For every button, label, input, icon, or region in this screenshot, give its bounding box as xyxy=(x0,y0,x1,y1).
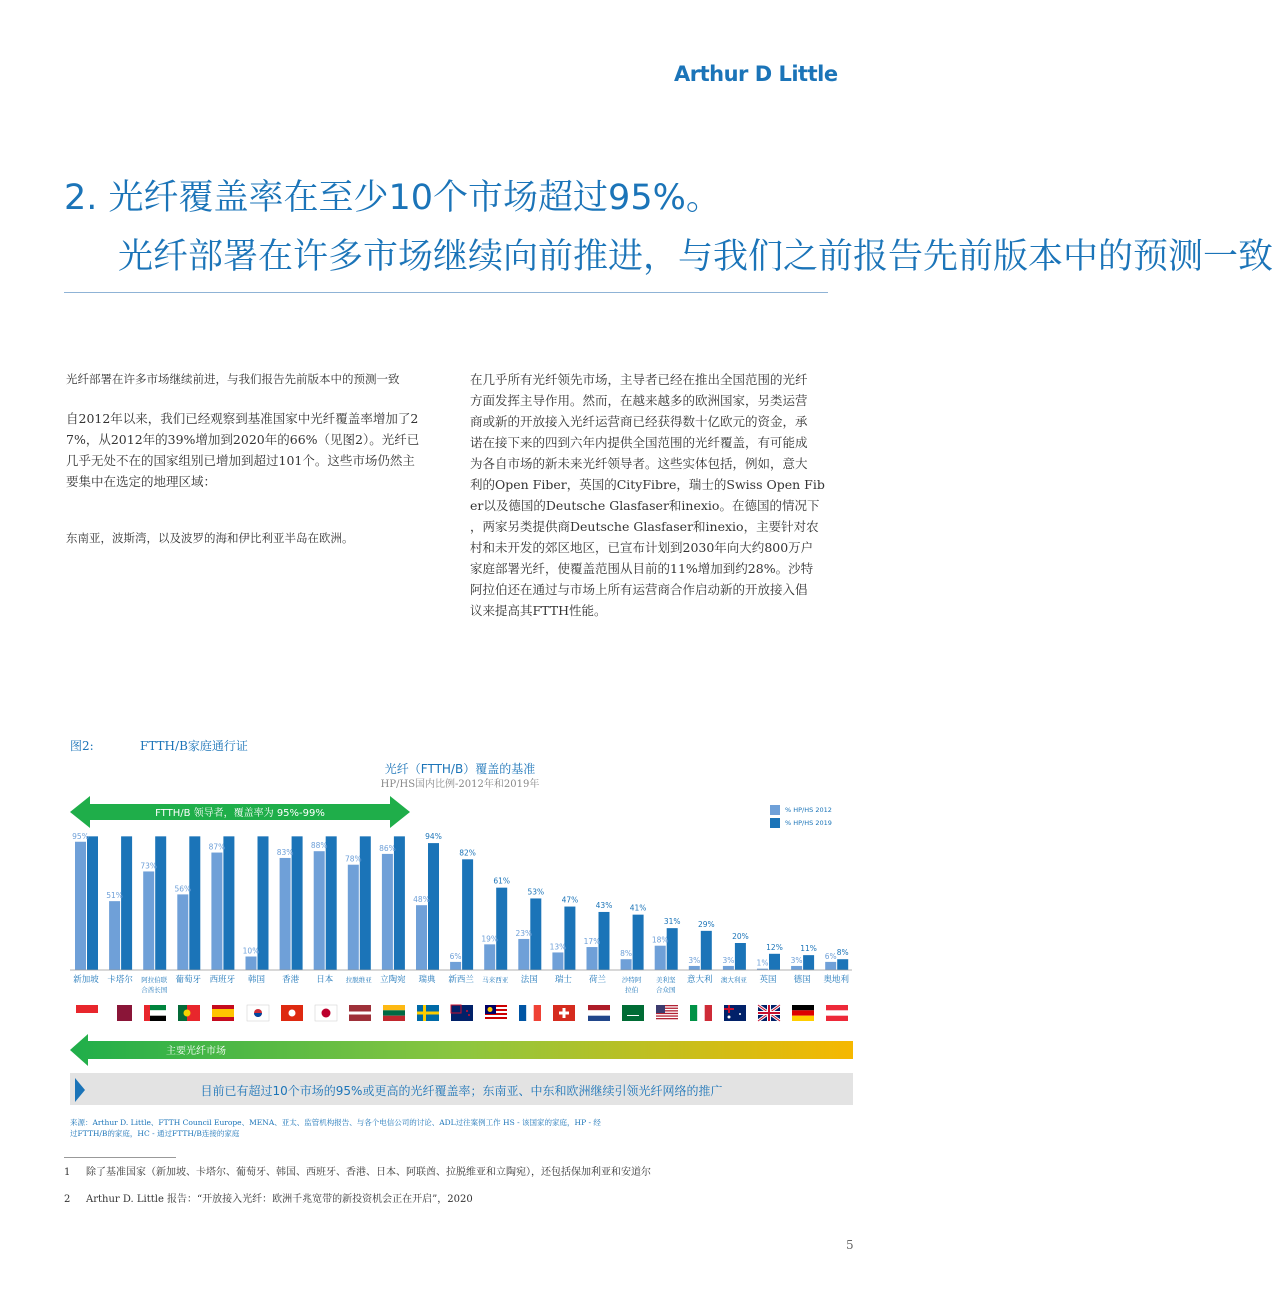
x-tick-label: 阿拉伯联 xyxy=(141,976,168,984)
netherlands-flag xyxy=(588,1005,610,1021)
bar-label-2012: 3% xyxy=(790,955,803,965)
right-line: ，两家另类提供商Deutsche Glasfaser和inexio，主要针对农 xyxy=(470,519,819,534)
bar-label-2019: 82% xyxy=(459,848,476,858)
bar-2012 xyxy=(689,966,700,970)
austria-flag xyxy=(826,1005,848,1021)
bar-label-2012: 10% xyxy=(242,946,260,956)
germany-flag xyxy=(792,1005,814,1021)
bar-2012 xyxy=(518,939,529,970)
footnote-2 xyxy=(64,1190,473,1205)
bar-label-2019: 47% xyxy=(561,895,579,905)
legend-2012: % HP/HS 2012 xyxy=(785,806,832,814)
bar-label-2012: 88% xyxy=(310,841,328,851)
bar-2019 xyxy=(155,836,166,970)
bar-2019 xyxy=(701,931,712,970)
spain-flag xyxy=(212,1005,234,1021)
bar-2012 xyxy=(348,865,359,970)
bar-2012 xyxy=(109,901,120,970)
korea-flag xyxy=(247,1005,269,1021)
x-tick-label: 奥地利 xyxy=(823,975,849,985)
x-tick-label: 美利坚 xyxy=(655,976,676,984)
x-tick-label: 合酋长国 xyxy=(141,986,168,994)
singapore-flag xyxy=(76,1005,98,1021)
chart-subtitle: HP/HS国内比例-2012年和2019年 xyxy=(380,779,540,790)
bar-2012 xyxy=(791,966,802,970)
japan-flag xyxy=(315,1005,337,1021)
page-title: 2. 光纤覆盖率在至少10个市场超过95%。 xyxy=(64,178,721,218)
bar-label-2012: 48% xyxy=(413,895,430,905)
bar-label-2012: 51% xyxy=(106,891,123,901)
right-line: 村和未开发的郊区地区，已宣布计划到2030年向大约800万户 xyxy=(470,540,814,555)
bar-2012 xyxy=(450,962,461,970)
right-paragraph xyxy=(470,369,850,621)
bar-label-2012: 8% xyxy=(620,949,633,959)
right-line: 诺在接下来的四到六年内提供全国范围的光纤覆盖，有可能成 xyxy=(470,435,808,450)
malaysia-flag xyxy=(485,1005,507,1021)
switzerland-flag xyxy=(553,1005,575,1021)
left-regions: 东南亚，波斯湾，以及波罗的海和伊比利亚半岛在欧洲。 xyxy=(66,531,354,545)
bar-2019 xyxy=(769,954,780,970)
right-line: 利的Open Fiber，英国的CityFibre，瑞士的Swiss Open Fib xyxy=(470,477,825,492)
uk-flag xyxy=(758,1005,780,1021)
x-tick-label: 沙特阿 xyxy=(621,976,642,984)
bar-label-2012: 23% xyxy=(515,928,533,938)
bar-2019 xyxy=(394,836,405,970)
bar-2012 xyxy=(75,842,86,970)
left-line: 7%，从2012年的39%增加到2020年的66%（见图2）。光纤已 xyxy=(66,432,420,447)
right-line: 方面发挥主导作用。然而，在越来越多的欧洲国家，另类运营 xyxy=(470,393,808,408)
bar-2019 xyxy=(87,836,98,970)
bar-2019 xyxy=(564,907,575,970)
page-number: 5 xyxy=(846,1238,854,1252)
footnote-text: Arthur D. Little 报告：“开放接入光纤：欧洲千兆宽带的新投资机会正在开启”，2020 xyxy=(86,1194,473,1205)
x-tick-label: 法国 xyxy=(520,975,538,985)
bar-label-2012: 6% xyxy=(824,951,837,961)
bar-2012 xyxy=(280,858,291,970)
main-market-label: 主要光纤市场 xyxy=(166,1046,226,1057)
bar-label-2019: 43% xyxy=(595,900,613,910)
bar-2012 xyxy=(723,966,734,970)
bar-label-2012: 83% xyxy=(276,847,294,857)
bar-label-2019: 53% xyxy=(527,887,545,897)
x-tick-label: 西班牙 xyxy=(209,975,236,985)
lithuania-flag xyxy=(383,1005,405,1021)
bar-label-2019: 20% xyxy=(732,932,749,941)
right-line: er以及德国的Deutsche Glasfaser和inexio。在德国的情况下 xyxy=(470,498,820,513)
france-flag xyxy=(519,1005,541,1021)
source-line: 过FTTH/B的家庭，HC - 通过FTTH/B连接的家庭 xyxy=(70,1129,240,1138)
bar-2012 xyxy=(587,947,598,970)
footnote-1 xyxy=(64,1163,651,1178)
bar-label-2012: 87% xyxy=(208,842,226,852)
main-market-arrow xyxy=(0,1032,920,1072)
page-subtitle: 光纤部署在许多市场继续向前推进，与我们之前报告先前版本中的预测一致 xyxy=(118,237,1273,277)
bar-label-2012: 73% xyxy=(140,861,158,871)
saudi-flag xyxy=(622,1005,644,1021)
left-line: 几乎无处不在的国家组别已增加到超过101个。这些市场仍然主 xyxy=(66,453,415,468)
x-tick-label: 新西兰 xyxy=(448,975,474,985)
x-tick-label: 拉伯 xyxy=(625,986,639,994)
bar-label-2012: 56% xyxy=(174,884,192,894)
bar-2019 xyxy=(496,888,507,970)
x-tick-label: 瑞士 xyxy=(554,975,572,985)
bar-2012 xyxy=(825,962,836,970)
bar-label-2012: 3% xyxy=(722,955,735,965)
bar-label-2019: 61% xyxy=(493,876,511,886)
bar-2012 xyxy=(655,946,666,970)
bar-2012 xyxy=(211,853,222,970)
bar-2012 xyxy=(484,944,495,970)
bar-label-2012: 6% xyxy=(449,951,462,961)
bar-2019 xyxy=(667,928,678,970)
right-line: 商或新的开放接入光纤运营商已经获得数十亿欧元的资金，承 xyxy=(470,414,808,429)
source-note xyxy=(70,1117,630,1139)
footnote-text: 除了基准国家（新加坡、卡塔尔、葡萄牙、韩国、西班牙、香港、日本、阿联酋、拉脱维亚和立陶宛），还包括保加利亚和安道尔 xyxy=(86,1167,651,1178)
bar-label-2019: 41% xyxy=(629,903,647,913)
bar-2012 xyxy=(621,959,632,970)
footnote-number: 1 xyxy=(64,1167,71,1178)
bar-2019 xyxy=(121,836,132,970)
x-tick-label: 新加坡 xyxy=(73,975,99,985)
right-line: 阿拉伯还在通过与市场上所有运营商合作启动新的开放接入倡 xyxy=(470,582,808,597)
x-tick-label: 卡塔尔 xyxy=(107,975,133,985)
bar-label-2019: 8% xyxy=(836,948,849,958)
sweden-flag xyxy=(417,1005,439,1021)
bar-label-2012: 86% xyxy=(379,843,396,853)
latvia-flag xyxy=(349,1005,371,1021)
left-line: 自2012年以来，我们已经观察到基准国家中光纤覆盖率增加了2 xyxy=(66,411,419,426)
figure-label: 图2: xyxy=(70,739,94,753)
bar-2012 xyxy=(552,952,563,970)
bar-label-2019: 31% xyxy=(663,917,681,927)
bar-label-2012: 19% xyxy=(481,934,499,944)
source-line: 来源：Arthur D. Little、FTTH Council Europe、MENA、亚太、监管机构报告、与各个电信公司的讨论、ADL过往案例工作 HS - 该国家的家庭，HP - 经 xyxy=(70,1118,601,1127)
figure-title: FTTH/B家庭通行证 xyxy=(140,739,248,753)
bar-label-2019: 29% xyxy=(697,919,715,929)
flag-row xyxy=(0,1005,920,1025)
bar-2012 xyxy=(382,854,393,970)
right-line: 在几乎所有光纤领先市场，主导者已经在推出全国范围的光纤 xyxy=(470,372,808,387)
chart-title: 光纤（FTTH/B）覆盖的基准 xyxy=(384,762,536,776)
right-line: 为各自市场的新未来光纤领导者。这些实体包括，例如，意大 xyxy=(470,456,808,471)
chart-legend xyxy=(770,805,832,828)
bar-label-2012: 3% xyxy=(688,955,701,965)
left-intro: 光纤部署在许多市场继续前进，与我们报告先前版本中的预测一致 xyxy=(66,372,400,386)
x-tick-label: 澳大利亚 xyxy=(720,976,747,984)
x-tick-label: 葡萄牙 xyxy=(175,975,202,985)
bar-2019 xyxy=(223,836,234,970)
left-paragraph xyxy=(66,408,456,492)
x-tick-label: 德国 xyxy=(793,975,811,985)
bar-2019 xyxy=(837,959,848,970)
bar-2019 xyxy=(189,836,200,970)
bar-2012 xyxy=(246,957,257,971)
x-tick-label: 合众国 xyxy=(655,986,676,994)
x-tick-label: 日本 xyxy=(316,975,334,985)
footnote-number: 2 xyxy=(64,1194,71,1205)
bar-label-2012: 17% xyxy=(583,937,601,947)
bar-label-2012: 1% xyxy=(756,958,769,968)
left-line: 要集中在选定的地理区域： xyxy=(66,474,217,489)
bar-2019 xyxy=(735,943,746,970)
bar-2019 xyxy=(326,836,337,970)
bar-label-2019: 94% xyxy=(425,832,442,842)
x-tick-label: 拉脱维亚 xyxy=(345,976,372,984)
leaders-arrow-label: FTTH/B 领导者，覆盖率为 95%-99% xyxy=(155,808,325,819)
bar-label-2019: 12% xyxy=(766,942,783,952)
bar-2012 xyxy=(314,851,325,970)
right-line: 家庭部署光纤，使覆盖范围从目前的11%增加到约28%。沙特 xyxy=(470,561,814,576)
bar-2012 xyxy=(177,894,188,970)
bar-2019 xyxy=(633,915,644,970)
usa-flag xyxy=(656,1005,678,1021)
x-tick-label: 英国 xyxy=(759,975,777,985)
bar-label-2012: 13% xyxy=(549,942,567,952)
x-tick-label: 立陶宛 xyxy=(380,975,406,985)
bar-2019 xyxy=(428,843,439,970)
title-divider xyxy=(64,292,828,293)
bar-label-2012: 18% xyxy=(651,935,669,945)
italy-flag xyxy=(690,1005,712,1021)
company-logo: Arthur D Little xyxy=(674,62,838,86)
bar-2012 xyxy=(143,871,154,970)
newzealand-flag xyxy=(451,1005,473,1021)
bar-label-2019: 11% xyxy=(800,944,817,954)
portugal-flag xyxy=(178,1005,200,1021)
bar-2012 xyxy=(416,905,427,970)
bar-2019 xyxy=(803,955,814,970)
x-tick-label: 荷兰 xyxy=(588,975,607,985)
bar-2019 xyxy=(462,859,473,970)
uae-flag xyxy=(144,1005,166,1021)
summary-banner-text: 目前已有超过10个市场的95%或更高的光纤覆盖率；东南亚、中东和欧洲继续引领光纤网络的推广 xyxy=(200,1084,723,1098)
bar-label-2012: 95% xyxy=(72,831,89,841)
x-tick-label: 香港 xyxy=(282,975,300,985)
legend-2019: % HP/HS 2019 xyxy=(785,819,832,827)
hongkong-flag xyxy=(281,1005,303,1021)
right-line: 议来提高其FTTH性能。 xyxy=(470,603,607,618)
x-tick-label: 瑞典 xyxy=(418,975,436,985)
x-tick-label: 意大利 xyxy=(687,975,713,985)
australia-flag xyxy=(724,1005,746,1021)
leaders-arrow xyxy=(70,796,410,828)
x-tick-label: 马来西亚 xyxy=(482,976,509,984)
bar-label-2012: 78% xyxy=(344,854,362,864)
footnote-divider xyxy=(64,1157,176,1158)
x-tick-label: 韩国 xyxy=(247,975,266,985)
qatar-flag xyxy=(110,1005,132,1021)
